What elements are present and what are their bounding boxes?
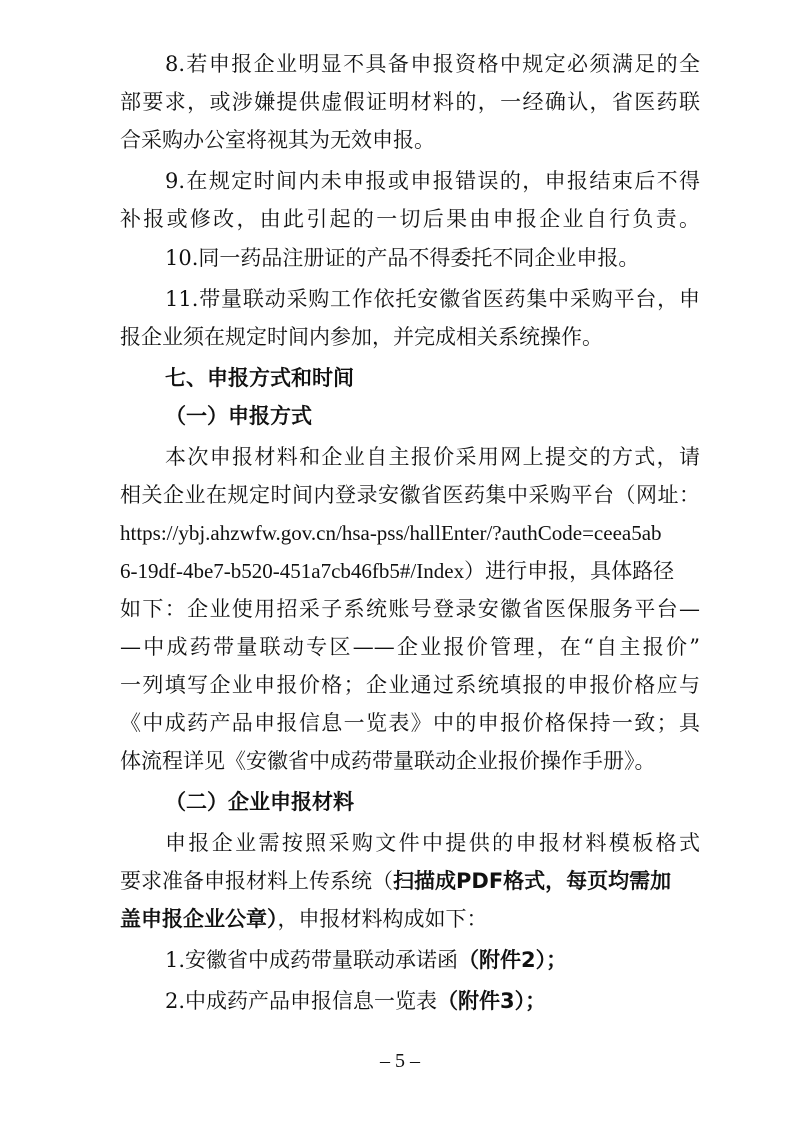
item-11-line-1: 11.带量联动采购工作依托安徽省医药集中采购平台，申 xyxy=(165,287,700,311)
sub2-line-1: 申报企业需按照采购文件中提供的申报材料模板格式 xyxy=(165,831,700,855)
sub2-line-2-text: 要求准备申报材料上传系统（ xyxy=(120,869,393,893)
sub1-url-tail: 6-19df-4be7-b520-451a7cb46fb5#/Index xyxy=(120,559,465,583)
subsection-heading-2: （二）企业申报材料 xyxy=(165,790,354,814)
sub1-line-7: 一列填写企业申报价格；企业通过系统填报的申报价格应与 xyxy=(120,673,700,697)
material-item-1-attachment: （附件2）； xyxy=(458,948,568,972)
subsection-heading-1: （一）申报方式 xyxy=(165,404,312,428)
material-item-2-attachment: （附件3）； xyxy=(437,989,547,1013)
sub1-line-5: 如下：企业使用招采子系统账号登录安徽省医保服务平台— xyxy=(120,597,700,621)
item-9-line-2: 补报或修改，由此引起的一切后果由申报企业自行负责。 xyxy=(120,207,700,231)
material-item-2-text: 2.中成药产品申报信息一览表 xyxy=(165,989,438,1013)
sub2-line-2-bold: 扫描成PDF格式，每页均需加 xyxy=(393,869,672,893)
sub2-line-3 xyxy=(120,900,700,938)
item-10-line-1: 10.同一药品注册证的产品不得委托不同企业申报。 xyxy=(165,246,640,270)
material-item-2 xyxy=(165,982,700,1020)
item-8-line-2: 部要求，或涉嫌提供虚假证明材料的，一经确认，省医药联 xyxy=(120,90,700,114)
section-heading: 七、申报方式和时间 xyxy=(165,366,354,390)
item-8-line-1: 8.若申报企业明显不具备申报资格中规定必须满足的全 xyxy=(165,52,700,76)
sub2-line-2 xyxy=(120,862,700,900)
sub2-line-3-text: ，申报材料构成如下： xyxy=(277,907,488,931)
page-number: – 5 – xyxy=(380,1050,420,1072)
sub1-url-line: https://ybj.ahzwfw.gov.cn/hsa-pss/hallEnter/?authCode=ceea5ab xyxy=(120,521,662,545)
sub1-line-2: 相关企业在规定时间内登录安徽省医药集中采购平台（网址： xyxy=(120,483,700,507)
item-8-line-3: 合采购办公室将视其为无效申报。 xyxy=(120,128,435,152)
item-11-line-2: 报企业须在规定时间内参加，并完成相关系统操作。 xyxy=(120,325,603,349)
sub1-line-8: 《中成药产品申报信息一览表》中的申报价格保持一致；具 xyxy=(120,711,700,735)
item-9-line-1: 9.在规定时间内未申报或申报错误的，申报结束后不得 xyxy=(165,169,700,193)
sub1-line-6: —中成药带量联动专区——企业报价管理，在“自主报价” xyxy=(120,635,700,659)
sub1-line-4 xyxy=(120,552,700,590)
sub1-line-1: 本次申报材料和企业自主报价采用网上提交的方式，请 xyxy=(165,445,700,469)
sub1-line-4-text: ）进行申报，具体路径 xyxy=(464,559,675,583)
material-item-1-text: 1.安徽省中成药带量联动承诺函 xyxy=(165,948,459,972)
material-item-1 xyxy=(165,941,700,979)
sub1-line-9: 体流程详见《安徽省中成药带量联动企业报价操作手册》。 xyxy=(120,749,656,773)
sub2-line-3-bold: 盖申报企业公章） xyxy=(120,907,278,931)
